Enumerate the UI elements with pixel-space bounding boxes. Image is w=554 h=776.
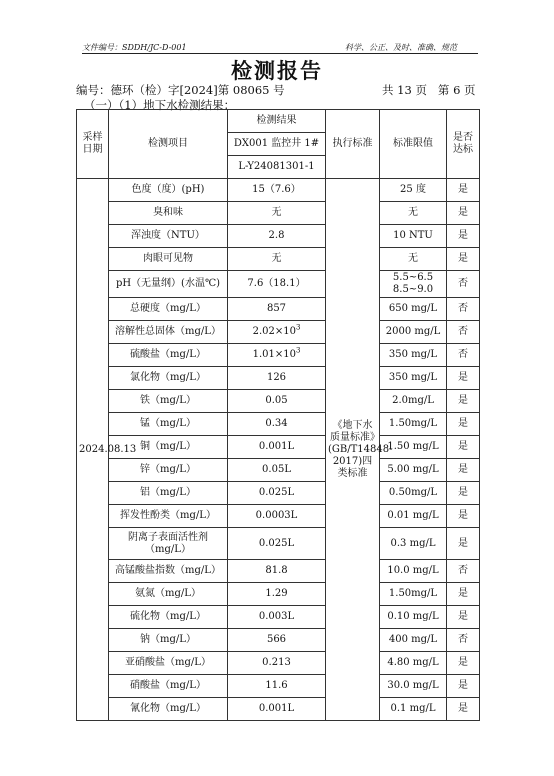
result-value: 7.6（18.1） bbox=[247, 278, 306, 289]
compliance-cell: 是 bbox=[447, 675, 480, 698]
compliance-cell: 是 bbox=[447, 202, 480, 225]
result-value: 15（7.6） bbox=[252, 184, 301, 195]
item-cell: 挥发性酚类（mg/L） bbox=[109, 505, 228, 528]
table-row bbox=[77, 482, 480, 505]
compliance-cell: 是 bbox=[447, 505, 480, 528]
header-item: 检测项目 bbox=[109, 110, 228, 179]
result-exponent: 3 bbox=[295, 346, 301, 355]
result-value: 0.05L bbox=[262, 464, 291, 475]
page-info bbox=[382, 82, 476, 98]
item-cell: 铜（mg/L） bbox=[109, 436, 228, 459]
item-cell: 氰化物（mg/L） bbox=[109, 698, 228, 721]
result-cell bbox=[228, 248, 326, 271]
compliance-cell: 否 bbox=[447, 298, 480, 321]
table-row bbox=[77, 505, 480, 528]
result-value: 0.213 bbox=[262, 657, 291, 668]
result-cell bbox=[228, 413, 326, 436]
item-cell: 锰（mg/L） bbox=[109, 413, 228, 436]
result-cell bbox=[228, 629, 326, 652]
result-value: 11.6 bbox=[265, 680, 288, 691]
item-cell: 硫化物（mg/L） bbox=[109, 606, 228, 629]
item-cell: 高锰酸盐指数（mg/L） bbox=[109, 560, 228, 583]
compliance-cell: 是 bbox=[447, 459, 480, 482]
limit-cell: 2000 mg/L bbox=[380, 321, 447, 344]
limit-cell: 0.01 mg/L bbox=[380, 505, 447, 528]
table-row bbox=[77, 413, 480, 436]
item-cell: 钠（mg/L） bbox=[109, 629, 228, 652]
result-cell bbox=[228, 652, 326, 675]
item-cell: 氨氮（mg/L） bbox=[109, 583, 228, 606]
item-cell: 铝（mg/L） bbox=[109, 482, 228, 505]
limit-cell: 25 度 bbox=[380, 179, 447, 202]
result-value: 2.8 bbox=[268, 230, 285, 241]
table-row bbox=[77, 606, 480, 629]
result-cell bbox=[228, 482, 326, 505]
result-cell bbox=[228, 560, 326, 583]
result-value: 1.29 bbox=[265, 588, 288, 599]
result-value: 0.001L bbox=[258, 441, 295, 452]
header-date: 采样日期 bbox=[77, 110, 109, 179]
result-value: 无 bbox=[271, 253, 282, 264]
file-number: 文件编号：SDDH/JC-D-001 bbox=[82, 43, 187, 52]
limit-cell: 10.0 mg/L bbox=[380, 560, 447, 583]
limit-cell: 无 bbox=[380, 202, 447, 225]
item-cell: 铁（mg/L） bbox=[109, 390, 228, 413]
result-value: 566 bbox=[266, 634, 287, 645]
limit-cell: 0.10 mg/L bbox=[380, 606, 447, 629]
header-sample: L-Y24081301-1 bbox=[228, 156, 326, 179]
compliance-cell: 否 bbox=[447, 560, 480, 583]
compliance-cell: 否 bbox=[447, 321, 480, 344]
compliance-cell: 是 bbox=[447, 583, 480, 606]
limit-cell: 1.50 mg/L bbox=[380, 436, 447, 459]
compliance-cell: 是 bbox=[447, 367, 480, 390]
compliance-cell: 否 bbox=[447, 629, 480, 652]
motto: 科学、公正、及时、准确、规范 bbox=[345, 43, 457, 52]
result-cell bbox=[228, 459, 326, 482]
limit-cell: 400 mg/L bbox=[380, 629, 447, 652]
compliance-cell: 是 bbox=[447, 179, 480, 202]
result-cell bbox=[228, 675, 326, 698]
result-value: 81.8 bbox=[265, 565, 288, 576]
compliance-cell: 是 bbox=[447, 606, 480, 629]
item-cell: 亚硝酸盐（mg/L） bbox=[109, 652, 228, 675]
limit-cell: 5.5~6.5 8.5~9.0 bbox=[380, 271, 447, 298]
table-row bbox=[77, 459, 480, 482]
compliance-cell: 是 bbox=[447, 413, 480, 436]
total-pages: 共 13 页 bbox=[382, 83, 427, 97]
result-cell bbox=[228, 698, 326, 721]
compliance-cell: 否 bbox=[447, 344, 480, 367]
result-value: 2.02×10 bbox=[252, 326, 296, 337]
header-limit: 标准限值 bbox=[380, 110, 447, 179]
result-cell bbox=[228, 321, 326, 344]
item-cell: 臭和味 bbox=[109, 202, 228, 225]
result-cell bbox=[228, 225, 326, 248]
table-row bbox=[77, 271, 480, 298]
compliance-cell: 是 bbox=[447, 698, 480, 721]
item-cell: 溶解性总固体（mg/L） bbox=[109, 321, 228, 344]
limit-cell: 0.1 mg/L bbox=[380, 698, 447, 721]
result-cell bbox=[228, 298, 326, 321]
compliance-cell: 是 bbox=[447, 225, 480, 248]
limit-cell: 650 mg/L bbox=[380, 298, 447, 321]
limit-cell: 350 mg/L bbox=[380, 344, 447, 367]
report-number: 编号：德环（检）字[2024]第 08065 号 bbox=[76, 83, 285, 97]
table-row bbox=[77, 652, 480, 675]
item-cell: 硝酸盐（mg/L） bbox=[109, 675, 228, 698]
result-cell bbox=[228, 202, 326, 225]
table-row bbox=[77, 248, 480, 271]
result-cell bbox=[228, 583, 326, 606]
result-cell bbox=[228, 436, 326, 459]
results-body bbox=[77, 179, 480, 721]
section-title: （一）（1）地下水检测结果： bbox=[84, 98, 236, 112]
result-value: 0.34 bbox=[265, 418, 288, 429]
table-row bbox=[77, 390, 480, 413]
item-cell: 浑浊度（NTU） bbox=[109, 225, 228, 248]
result-value: 0.025L bbox=[258, 487, 295, 498]
header-result: 检测结果 bbox=[228, 110, 326, 133]
table-row bbox=[77, 225, 480, 248]
limit-cell: 4.80 mg/L bbox=[380, 652, 447, 675]
result-value: 0.05 bbox=[265, 395, 288, 406]
result-value: 0.025L bbox=[258, 537, 295, 549]
report-title: 检测报告 bbox=[231, 59, 323, 83]
header-divider bbox=[82, 53, 478, 54]
limit-cell: 30.0 mg/L bbox=[380, 675, 447, 698]
result-cell bbox=[228, 179, 326, 202]
table-row bbox=[77, 321, 480, 344]
table-row bbox=[77, 436, 480, 459]
result-value: 126 bbox=[266, 372, 287, 383]
item-cell: pH（无量纲）(水温℃) bbox=[109, 271, 228, 298]
result-cell bbox=[228, 390, 326, 413]
result-cell bbox=[228, 271, 326, 298]
result-exponent: 3 bbox=[295, 323, 301, 332]
compliance-cell: 是 bbox=[447, 248, 480, 271]
table-row bbox=[77, 202, 480, 225]
result-value: 无 bbox=[271, 207, 282, 218]
limit-cell: 350 mg/L bbox=[380, 367, 447, 390]
table-row bbox=[77, 179, 480, 202]
header-compliant: 是否达标 bbox=[447, 110, 480, 179]
table-row bbox=[77, 298, 480, 321]
sampling-date: 2024.08.13 bbox=[77, 179, 109, 721]
result-cell bbox=[228, 505, 326, 528]
current-page: 第 6 页 bbox=[437, 83, 476, 97]
limit-cell: 1.50mg/L bbox=[380, 583, 447, 606]
result-cell bbox=[228, 606, 326, 629]
header-point: DX001 监控井 1# bbox=[228, 133, 326, 156]
limit-cell: 1.50mg/L bbox=[380, 413, 447, 436]
header-standard: 执行标准 bbox=[326, 110, 380, 179]
table-row bbox=[77, 367, 480, 390]
table-row bbox=[77, 560, 480, 583]
table-row bbox=[77, 698, 480, 721]
compliance-cell: 是 bbox=[447, 390, 480, 413]
result-value: 1.01×10 bbox=[252, 349, 296, 360]
results-table bbox=[76, 109, 480, 721]
compliance-cell: 是 bbox=[447, 652, 480, 675]
item-cell: 氯化物（mg/L） bbox=[109, 367, 228, 390]
item-cell: 总硬度（mg/L） bbox=[109, 298, 228, 321]
result-value: 0.001L bbox=[258, 703, 295, 714]
item-cell: 硫酸盐（mg/L） bbox=[109, 344, 228, 367]
limit-cell: 0.50mg/L bbox=[380, 482, 447, 505]
table-row bbox=[77, 675, 480, 698]
result-cell bbox=[228, 344, 326, 367]
limit-cell: 5.00 mg/L bbox=[380, 459, 447, 482]
item-cell: 锌（mg/L） bbox=[109, 459, 228, 482]
result-value: 0.0003L bbox=[255, 510, 298, 521]
item-cell: 肉眼可见物 bbox=[109, 248, 228, 271]
table-row bbox=[77, 528, 480, 560]
result-value: 857 bbox=[266, 303, 287, 314]
limit-cell: 2.0mg/L bbox=[380, 390, 447, 413]
compliance-cell: 是 bbox=[447, 436, 480, 459]
result-value: 0.003L bbox=[258, 611, 295, 622]
item-cell: 阴离子表面活性剂（mg/L） bbox=[109, 528, 228, 560]
result-cell bbox=[228, 367, 326, 390]
item-cell: 色度（度）(pH) bbox=[109, 179, 228, 202]
result-cell bbox=[228, 528, 326, 560]
standard-cell: 《地下水质量标准》(GB/T14848-2017)四类标准 bbox=[326, 179, 380, 721]
compliance-cell: 否 bbox=[447, 271, 480, 298]
compliance-cell: 是 bbox=[447, 482, 480, 505]
compliance-cell: 是 bbox=[447, 528, 480, 560]
limit-cell: 10 NTU bbox=[380, 225, 447, 248]
table-row bbox=[77, 344, 480, 367]
table-row bbox=[77, 629, 480, 652]
limit-cell: 无 bbox=[380, 248, 447, 271]
limit-cell: 0.3 mg/L bbox=[380, 528, 447, 560]
table-row bbox=[77, 583, 480, 606]
